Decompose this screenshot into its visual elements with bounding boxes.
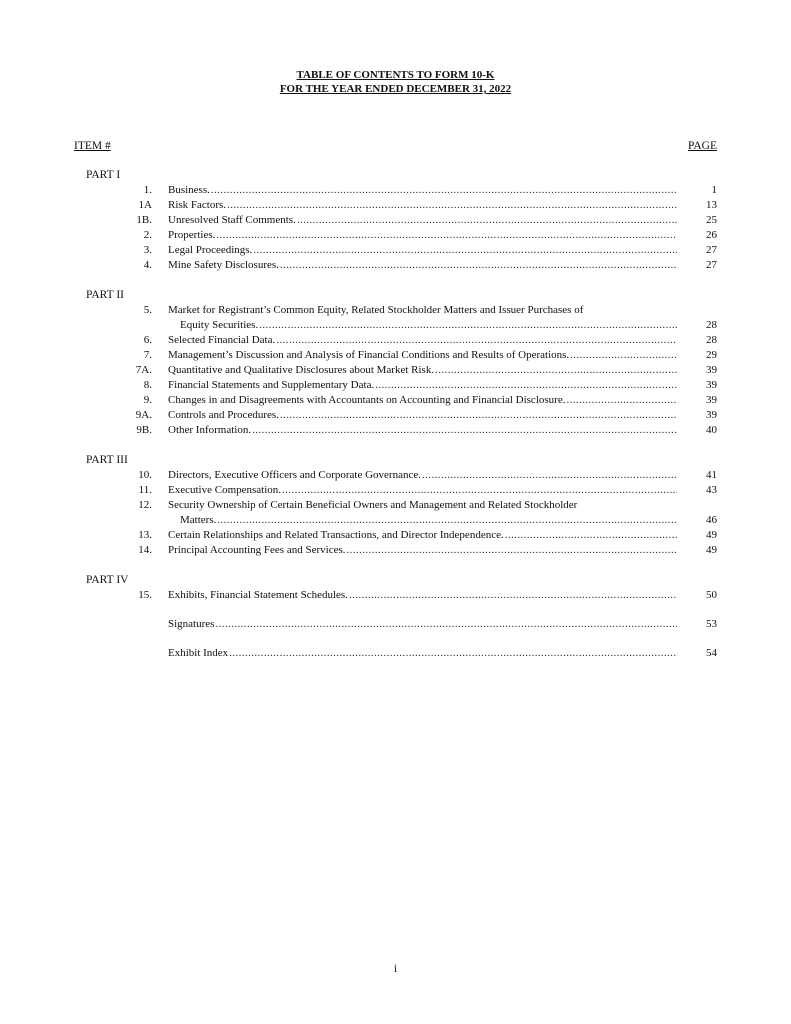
page-column-header: PAGE bbox=[688, 140, 717, 152]
toc-entry[interactable] bbox=[0, 528, 791, 543]
item-title-line1: Market for Registrant’s Common Equity, Related Stockholder Matters and Issuer Purchases of bbox=[168, 304, 584, 316]
document-title: TABLE OF CONTENTS TO FORM 10-K bbox=[296, 69, 495, 81]
item-title bbox=[168, 258, 677, 273]
dot-leader bbox=[227, 199, 677, 211]
item-title bbox=[168, 228, 677, 243]
item-number: 3. bbox=[143, 244, 152, 256]
page-ref: 29 bbox=[706, 349, 717, 361]
item-title-text: Equity Securities. bbox=[180, 319, 259, 331]
item-number: 7. bbox=[143, 349, 152, 361]
item-title bbox=[168, 213, 677, 228]
item-title-text: Legal Proceedings. bbox=[168, 244, 253, 256]
item-title bbox=[168, 498, 677, 528]
item-title-text: Selected Financial Data. bbox=[168, 334, 276, 346]
item-title bbox=[168, 378, 677, 393]
page-ref: 27 bbox=[706, 259, 717, 271]
item-title-line2 bbox=[168, 513, 677, 528]
item-number: 14. bbox=[138, 544, 152, 556]
page-ref: 39 bbox=[706, 409, 717, 421]
toc-entry[interactable] bbox=[0, 423, 791, 438]
page-ref: 27 bbox=[706, 244, 717, 256]
item-title bbox=[168, 617, 677, 632]
item-title-text: Changes in and Disagreements with Accountants on Accounting and Financial Disclosure. bbox=[168, 394, 566, 406]
part-spacer bbox=[0, 558, 791, 573]
item-number: 1. bbox=[143, 184, 152, 196]
item-title-text: Other Information. bbox=[168, 424, 252, 436]
dot-leader bbox=[229, 647, 677, 659]
item-title bbox=[168, 333, 677, 348]
dot-leader bbox=[253, 244, 677, 256]
item-title bbox=[168, 243, 677, 258]
dot-leader bbox=[566, 394, 677, 406]
dot-leader bbox=[217, 514, 677, 526]
item-number: 15. bbox=[138, 589, 152, 601]
item-number: 8. bbox=[143, 379, 152, 391]
item-title-text: Properties. bbox=[168, 229, 216, 241]
item-title bbox=[168, 303, 677, 333]
toc-entry[interactable] bbox=[0, 588, 791, 603]
page-ref: 50 bbox=[706, 589, 717, 601]
item-number: 13. bbox=[138, 529, 152, 541]
item-title-text: Matters. bbox=[180, 514, 217, 526]
item-title bbox=[168, 468, 677, 483]
item-title-text: Signatures bbox=[168, 618, 215, 630]
item-title-text: Executive Compensation. bbox=[168, 484, 282, 496]
page-ref: 43 bbox=[706, 484, 717, 496]
toc-entry[interactable] bbox=[0, 213, 791, 228]
page-ref: 26 bbox=[706, 229, 717, 241]
part-spacer bbox=[0, 438, 791, 453]
item-title-text: Principal Accounting Fees and Services. bbox=[168, 544, 346, 556]
item-title bbox=[168, 183, 677, 198]
dot-leader bbox=[349, 589, 677, 601]
toc-entry[interactable] bbox=[0, 333, 791, 348]
page-ref: 1 bbox=[711, 184, 717, 196]
toc-entry[interactable] bbox=[0, 228, 791, 243]
dot-leader bbox=[216, 229, 677, 241]
item-title bbox=[168, 423, 677, 438]
item-title-text: Mine Safety Disclosures. bbox=[168, 259, 279, 271]
page-ref: 39 bbox=[706, 379, 717, 391]
item-title bbox=[168, 528, 677, 543]
dot-leader bbox=[297, 214, 677, 226]
document-subtitle: FOR THE YEAR ENDED DECEMBER 31, 2022 bbox=[279, 83, 512, 95]
item-title bbox=[168, 348, 677, 363]
item-title-text: Exhibit Index bbox=[168, 647, 229, 659]
item-number: 1B. bbox=[136, 214, 152, 226]
item-title bbox=[168, 646, 677, 661]
toc-entry[interactable] bbox=[0, 303, 791, 333]
page-ref: 13 bbox=[706, 199, 717, 211]
dot-leader bbox=[280, 259, 677, 271]
dot-leader bbox=[375, 379, 677, 391]
item-title bbox=[168, 408, 677, 423]
item-title-text: Unresolved Staff Comments. bbox=[168, 214, 296, 226]
dot-leader bbox=[252, 424, 677, 436]
dot-leader bbox=[505, 529, 677, 541]
dot-leader bbox=[422, 469, 677, 481]
toc-entry[interactable] bbox=[0, 617, 791, 632]
item-number: 9A. bbox=[135, 409, 152, 421]
page-ref: 39 bbox=[706, 394, 717, 406]
part-label: PART IV bbox=[86, 574, 129, 586]
item-column-header: ITEM # bbox=[74, 140, 111, 152]
item-title bbox=[168, 588, 677, 603]
item-title-text: Certain Relationships and Related Transactions, and Director Independence. bbox=[168, 529, 504, 541]
toc-entry[interactable] bbox=[0, 646, 791, 661]
toc-entry[interactable] bbox=[0, 243, 791, 258]
dot-leader bbox=[570, 349, 677, 361]
page-ref: 49 bbox=[706, 544, 717, 556]
item-number: 9. bbox=[143, 394, 152, 406]
page-ref: 28 bbox=[706, 319, 717, 331]
dot-leader bbox=[215, 618, 677, 630]
item-title bbox=[168, 198, 677, 213]
item-title-text: Controls and Procedures. bbox=[168, 409, 279, 421]
dot-leader bbox=[347, 544, 678, 556]
item-title-text: Quantitative and Qualitative Disclosures about Market Risk. bbox=[168, 364, 435, 376]
toc-entry[interactable] bbox=[0, 393, 791, 408]
item-number: 7A. bbox=[135, 364, 152, 376]
item-number: 5. bbox=[143, 304, 152, 316]
item-title-text: Management’s Discussion and Analysis of Financial Conditions and Results of Operations. bbox=[168, 349, 570, 361]
page-ref: 39 bbox=[706, 364, 717, 376]
dot-leader bbox=[282, 484, 677, 496]
item-title-line2 bbox=[168, 318, 677, 333]
item-title bbox=[168, 483, 677, 498]
toc-entry[interactable] bbox=[0, 408, 791, 423]
toc-entry[interactable] bbox=[0, 378, 791, 393]
page-ref: 49 bbox=[706, 529, 717, 541]
toc-entry[interactable] bbox=[0, 258, 791, 273]
dot-leader bbox=[280, 409, 677, 421]
item-title-text: Directors, Executive Officers and Corporate Governance. bbox=[168, 469, 421, 481]
part-spacer bbox=[0, 273, 791, 288]
item-title bbox=[168, 363, 677, 378]
item-number: 1A bbox=[138, 199, 152, 211]
item-number: 12. bbox=[138, 499, 152, 511]
part-label: PART I bbox=[86, 169, 121, 181]
dot-leader bbox=[211, 184, 677, 196]
toc-entry[interactable] bbox=[0, 198, 791, 213]
table-of-contents bbox=[0, 168, 791, 661]
item-title bbox=[168, 543, 677, 558]
dot-leader bbox=[435, 364, 677, 376]
toc-entry[interactable] bbox=[0, 183, 791, 198]
part-label: PART III bbox=[86, 454, 128, 466]
page-ref: 53 bbox=[706, 618, 717, 630]
part-label: PART II bbox=[86, 289, 124, 301]
toc-entry[interactable] bbox=[0, 468, 791, 483]
item-title-line1: Security Ownership of Certain Beneficial Owners and Management and Related Stockholder bbox=[168, 499, 578, 511]
toc-entry[interactable] bbox=[0, 363, 791, 378]
item-title bbox=[168, 393, 677, 408]
page-ref: 28 bbox=[706, 334, 717, 346]
page-ref: 46 bbox=[706, 514, 717, 526]
item-number: 4. bbox=[143, 259, 152, 271]
item-number: 11. bbox=[138, 484, 152, 496]
toc-entry[interactable] bbox=[0, 348, 791, 363]
toc-entry[interactable] bbox=[0, 543, 791, 558]
page-ref: 41 bbox=[706, 469, 717, 481]
item-title-text: Risk Factors. bbox=[168, 199, 227, 211]
dot-leader bbox=[259, 319, 677, 331]
item-number: 6. bbox=[143, 334, 152, 346]
item-title-text: Exhibits, Financial Statement Schedules. bbox=[168, 589, 348, 601]
item-number: 10. bbox=[138, 469, 152, 481]
page-ref: 54 bbox=[706, 647, 717, 659]
title-block bbox=[0, 68, 791, 96]
item-title-text: Business. bbox=[168, 184, 210, 196]
page-ref: 25 bbox=[706, 214, 717, 226]
toc-entry[interactable] bbox=[0, 498, 791, 528]
page-ref: 40 bbox=[706, 424, 717, 436]
item-title-text: Financial Statements and Supplementary Data. bbox=[168, 379, 375, 391]
dot-leader bbox=[276, 334, 677, 346]
page-number: i bbox=[393, 963, 398, 975]
item-number: 9B. bbox=[136, 424, 152, 436]
toc-entry[interactable] bbox=[0, 483, 791, 498]
item-number: 2. bbox=[143, 229, 152, 241]
